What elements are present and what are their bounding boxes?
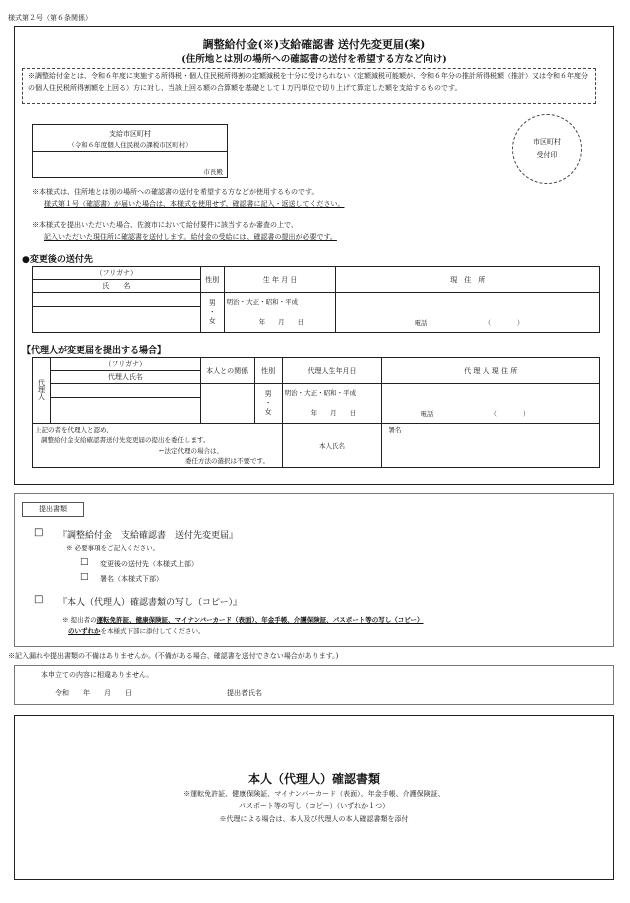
furigana-input[interactable]: [33, 293, 201, 307]
doc-item1: 『調整給付金 支給確認書 送付先変更届』: [58, 531, 239, 541]
stamp-line2: 受付印: [536, 151, 558, 159]
address-field[interactable]: [336, 293, 600, 333]
id-area-line3: ※代理による場合は、本人及び代理人の本人確認書類を添付: [219, 815, 409, 823]
destination-table: [32, 266, 600, 333]
furigana-label: （フリガナ）: [33, 267, 201, 280]
agent-phone-paren: （ ）: [490, 410, 530, 418]
stamp-line1: 市区町村: [533, 138, 561, 146]
delegation-line4: 委任方法の選択は不要です。: [185, 457, 269, 465]
declaration-line: 本申立ての内容に相違ありません。: [41, 671, 154, 679]
definition-note: ※調整給付金とは、令和６年度に実施する所得税・個人住民税所得割の定額減税を十分に受けられない（定額減税可能額が、令和６年分の推計所得税額（推計）又は令和６年度分の個人住民税所得割額を上回る）方に対し、当該上回る額の合算額を基礎として１万円単位で切り上げて算定した額を支給するものです。: [22, 68, 596, 104]
address-header: 現 住 所: [336, 267, 600, 293]
agent-era-options: 明治・大正・昭和・平成: [284, 389, 357, 397]
phone-label: 電話: [414, 319, 428, 327]
agent-table: [32, 357, 600, 468]
agent-furigana-label: （フリガナ）: [50, 358, 200, 371]
principal-name-label: 本人氏名: [282, 424, 382, 468]
relation-header: 本人との関係: [200, 358, 254, 384]
checkbox-item2[interactable]: □: [34, 594, 44, 605]
doc-item2-note: [62, 615, 602, 637]
doc-item2-note-a: ※ 提出者の: [62, 616, 97, 624]
checkbox-sub2[interactable]: □: [80, 572, 89, 582]
date-ymd: 年 月 日: [258, 318, 305, 326]
note-1a: ※本様式は、住所地とは別の場所への確認書の送付を希望する方などが使用するものです。: [32, 188, 319, 196]
agent-phone-label: 電話: [420, 410, 434, 418]
doc-item2: 『本人（代理人）確認書類の写し（コピー）』: [58, 598, 243, 608]
form-number: 様式第２号（第６条関係）: [8, 14, 92, 22]
relation-input[interactable]: [200, 384, 254, 424]
phone-paren: （ ）: [484, 319, 524, 327]
declaration-date[interactable]: 令和 年 月 日: [55, 689, 132, 697]
doc-item2-note-d: を本様式下部に添付してください。: [100, 627, 205, 635]
id-area-title: 本人（代理人）確認書類: [247, 772, 380, 786]
delegation-line2: 調整給付金支給確認書送付先変更届の提出を委任します。: [41, 436, 210, 444]
id-area-line2: パスポート等の写し（コピー）（いずれか１つ）: [238, 802, 390, 810]
municipality-sub: （令和６年度個人住民税の課税市区町村）: [68, 141, 192, 149]
birthdate-header: 生 年 月 日: [224, 267, 336, 293]
municipality-box: [32, 124, 228, 178]
delegation-text-cell: [33, 424, 283, 468]
name-label: 氏 名: [33, 280, 201, 293]
doc-item1-note: ※ 必要事項をご記入ください。: [66, 544, 160, 552]
doc-sub2: 署名（本様式下部）: [100, 575, 163, 583]
delegation-line1: 上記の者を代理人と認め、: [35, 426, 113, 434]
id-attachment-area[interactable]: [14, 715, 614, 880]
documents-title: 提出書類: [22, 502, 84, 517]
page-title: 調整給付金(※)支給確認書 送付先変更届(案): [202, 38, 426, 51]
birthdate-field[interactable]: [224, 293, 336, 333]
id-area-line1: ※運転免許証、健康保険証、マイナンバーカード（表面）、年金手帳、介護保険証、: [183, 790, 445, 798]
gender-header: 性別: [200, 267, 224, 293]
agent-label: [33, 358, 51, 424]
note-2a: ※本様式を提出いただいた場合、佐渡市において給付要件に該当するか審査の上で、: [32, 221, 298, 229]
agent-label-text: 代理人: [37, 378, 46, 400]
agent-furigana-input[interactable]: [50, 384, 200, 398]
checkbox-sub1[interactable]: □: [80, 557, 89, 567]
municipality-label: 支給市区町村: [109, 130, 151, 138]
note-1b: 様式第１号（確認書）が届いた場合は、本様式を使用せず、確認書に記入・返送してください。: [44, 200, 345, 208]
agent-name-label: 代理人氏名: [50, 371, 200, 384]
agent-date-ymd: 年 月 日: [310, 409, 357, 417]
signature-field[interactable]: [382, 424, 600, 468]
page-subtitle: (住所地とは別の場所への確認書の送付を希望する方など向け): [181, 54, 447, 65]
doc-item2-note-c: のいずれか: [68, 627, 101, 635]
agent-birth-header: 代理人生年月日: [282, 358, 382, 384]
agent-address-header: 代 理 人 現 住 所: [382, 358, 600, 384]
delegation-line3: ←法定代理の場合は、: [159, 447, 223, 455]
signature-label: 署名: [388, 426, 402, 434]
name-input[interactable]: [33, 307, 201, 333]
omission-warning: ※記入漏れや提出書類の不備はありませんか。(不備がある場合、確認書を送付できない場合があります。): [8, 652, 339, 660]
section1-heading: ●変更後の送付先: [22, 255, 93, 265]
doc-sub1: 変更後の送付先（本様式上部）: [100, 560, 198, 568]
era-options: 明治・大正・昭和・平成: [226, 298, 299, 306]
agent-gender-header: 性別: [254, 358, 282, 384]
submitter-name-label: 提出者氏名: [227, 689, 262, 697]
agent-name-input[interactable]: [50, 398, 200, 424]
agent-gender-options[interactable]: 男 ・ 女: [254, 384, 282, 424]
doc-item2-note-b: 運転免許証、健康保険証、マイナンバーカード（表面）、年金手帳、介護保険証、パスポート等の写し（コピー）: [96, 616, 424, 624]
declaration-box: [14, 665, 614, 705]
gender-options[interactable]: 男 ・ 女: [200, 293, 224, 333]
agent-birth-field[interactable]: [282, 384, 382, 424]
agent-address-field[interactable]: [382, 384, 600, 424]
section2-heading: 【代理人が変更届を提出する場合】: [22, 346, 167, 356]
mayor-label: 市長殿: [203, 168, 223, 176]
note-2b: 記入いただいた現住所に確認書を送付します。給付金の受給には、確認書の提出が必要です。: [44, 233, 337, 241]
reception-stamp-circle: [512, 114, 582, 184]
checkbox-item1[interactable]: □: [34, 527, 44, 538]
